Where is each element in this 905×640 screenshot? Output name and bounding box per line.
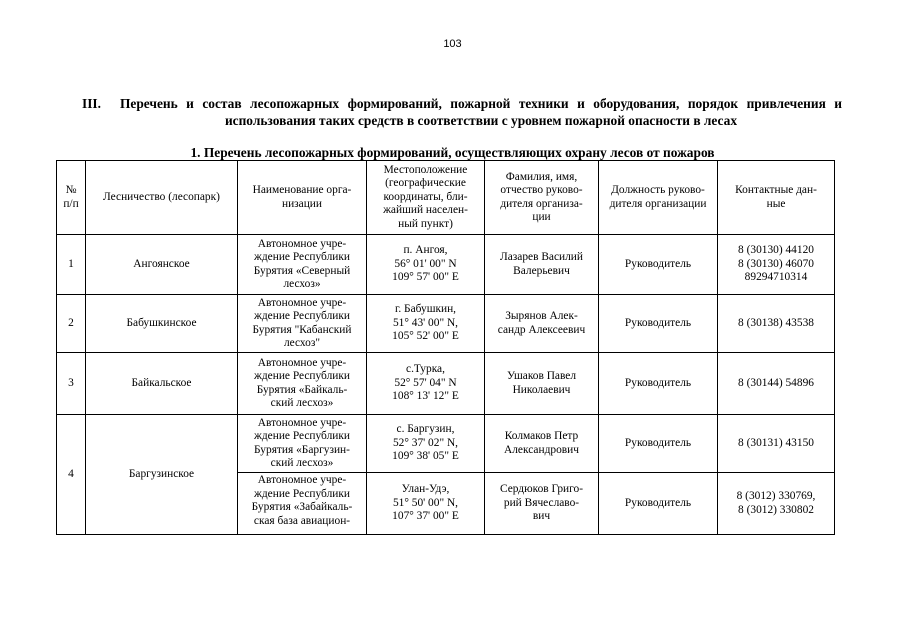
cell-forestry: Байкальское	[86, 353, 238, 415]
cell-position: Руководитель	[599, 295, 718, 353]
cell-forestry: Ангоянское	[86, 235, 238, 295]
table-row	[57, 415, 835, 473]
cell-org-name: Автономное учре- ждение Республики Бурятия «Северный лесхоз»	[238, 235, 367, 295]
header-num: № п/п	[57, 161, 86, 235]
cell-position: Руководитель	[599, 235, 718, 295]
cell-org-name: Автономное учре- ждение Республики Бурятия «Байкаль- ский лесхоз»	[238, 353, 367, 415]
cell-location: с. Баргузин, 52° 37' 02" N, 109° 38' 05" E	[367, 415, 485, 473]
cell-num: 4	[57, 415, 86, 535]
cell-person: Лазарев Василий Валерьевич	[485, 235, 599, 295]
cell-num: 1	[57, 235, 86, 295]
page-number: 103	[443, 38, 462, 50]
cell-location: с.Турка, 52° 57' 04" N 108° 13' 12" E	[367, 353, 485, 415]
cell-org-name: Автономное учре- ждение Республики Бурятия "Кабанский лесхоз"	[238, 295, 367, 353]
header-contacts: Контактные дан- ные	[718, 161, 835, 235]
cell-contacts: 8 (30131) 43150	[718, 415, 835, 473]
table-row	[57, 235, 835, 295]
header-position: Должность руково- дителя организации	[599, 161, 718, 235]
cell-person: Сердюков Григо- рий Вячеславо- вич	[485, 473, 599, 535]
cell-contacts: 8 (30138) 43538	[718, 295, 835, 353]
formations-table	[56, 160, 835, 535]
section-heading	[82, 95, 842, 129]
cell-location: Улан-Удэ, 51° 50' 00" N, 107° 37' 00" E	[367, 473, 485, 535]
cell-num: 3	[57, 353, 86, 415]
cell-person: Зырянов Алек- сандр Алексеевич	[485, 295, 599, 353]
table-row	[57, 353, 835, 415]
section-title: Перечень и состав лесопожарных формирований, пожарной техники и оборудования, порядок привлечения и использования таких средств в соответствии с уровнем пожарной опасности в лесах	[120, 96, 842, 128]
header-org-name: Наименование орга- низации	[238, 161, 367, 235]
section-number: III.	[82, 96, 101, 111]
cell-contacts: 8 (3012) 330769, 8 (3012) 330802	[718, 473, 835, 535]
header-forestry: Лесничество (лесопарк)	[86, 161, 238, 235]
cell-location: п. Ангоя, 56° 01' 00" N 109° 57' 00" E	[367, 235, 485, 295]
cell-num: 2	[57, 295, 86, 353]
cell-contacts: 8 (30130) 44120 8 (30130) 46070 89294710314	[718, 235, 835, 295]
cell-position: Руководитель	[599, 415, 718, 473]
cell-forestry: Баргузинское	[86, 415, 238, 535]
table-header-row	[57, 161, 835, 235]
cell-person: Ушаков Павел Николаевич	[485, 353, 599, 415]
cell-forestry: Бабушкинское	[86, 295, 238, 353]
table-row	[57, 295, 835, 353]
cell-org-name: Автономное учре- ждение Республики Бурятия «Баргузин- ский лесхоз»	[238, 415, 367, 473]
cell-org-name: Автономное учре- ждение Республики Бурятия «Забайкаль- ская база авиацион-	[238, 473, 367, 535]
cell-contacts: 8 (30144) 54896	[718, 353, 835, 415]
header-location: Местоположение (географические координаты, бли- жайший населен- ный пункт)	[367, 161, 485, 235]
subsection-heading: 1. Перечень лесопожарных формирований, осуществляющих охрану лесов от пожаров	[190, 145, 715, 160]
cell-person: Колмаков Петр Александрович	[485, 415, 599, 473]
header-person: Фамилия, имя, отчество руково- дителя организа- ции	[485, 161, 599, 235]
cell-position: Руководитель	[599, 473, 718, 535]
cell-location: г. Бабушкин, 51° 43' 00" N, 105° 52' 00" E	[367, 295, 485, 353]
cell-position: Руководитель	[599, 353, 718, 415]
